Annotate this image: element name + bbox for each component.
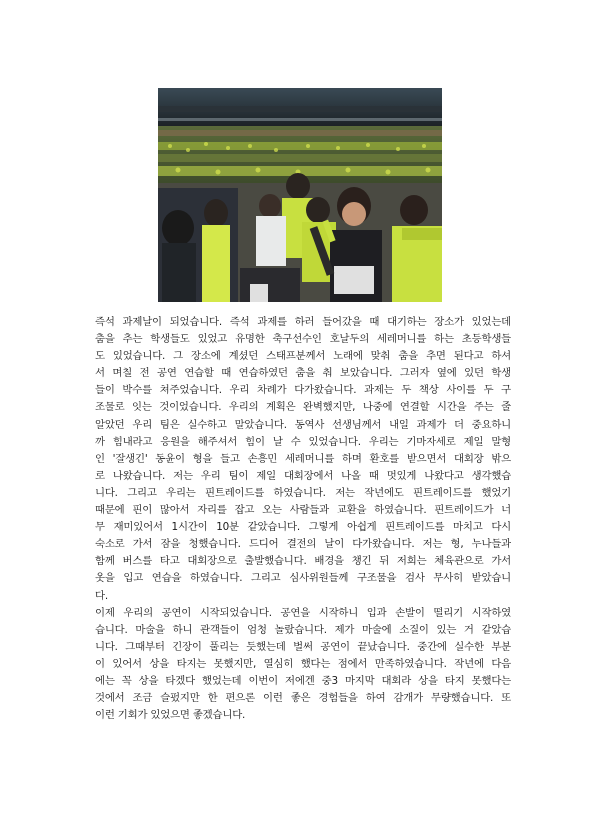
text-line: 니다. 그리고 우리는 핀트레이드를 하였습니다. 저는 작년에도 핀트레이드를 했었기 (95, 486, 511, 499)
text-line: 인 '잘생긴' 동윤이 형을 들고 손흥민 세레머니를 하며 환호를 받으면서 대회장 밖으 (95, 452, 511, 465)
essay-text (95, 314, 511, 724)
text-line: 들이 박수를 쳐주었습니다. 우리 차례가 다가왔습니다. 과제는 두 책상 사이를 두 구 (95, 384, 511, 397)
text-line: 즉석 과제날이 되었습니다. 즉석 과제를 하러 들어갔을 때 대기하는 장소가 있었는데 (95, 316, 511, 328)
text-line: 때문에 핀이 많아서 자리를 잡고 오는 사람들과 교환을 하였습니다. 핀트레이드가 너 (95, 504, 511, 517)
text-line: 서 며칠 전 공연 연습할 때 연습하였던 춤을 춰 보았습니다. 그러자 옆에 있던 학생 (95, 367, 511, 380)
text-line: 무 재미있어서 1시간이 10분 같았습니다. 그렇게 아쉽게 핀트레이드를 마치고 다시 (95, 521, 511, 534)
text-line: 로 나왔습니다. 저는 우리 팀이 제일 대회장에서 나올 때 멋있게 나왔다고 생각했습 (95, 469, 511, 482)
text-line: 알았던 우리 팀은 실수하고 말았습니다. 동역사 선생님께서 내일 과제가 더 중요하니 (95, 418, 511, 431)
text-line: 까 힘내라고 응원을 해주셔서 힘이 날 수 있었습니다. 우리는 기마자세로 제일 말형 (95, 435, 511, 448)
text-line: 에는 꼭 상을 타겠다 했었는데 이번이 저에겐 중3 마지막 대회라 상을 타지 못했다는 (95, 674, 511, 687)
text-line: 이런 기회가 있었으면 좋겠습니다. (95, 709, 246, 722)
text-line: 숙소로 가서 잠을 청했습니다. 드디어 결전의 날이 다가왔습니다. 저는 형, 누나들과 (95, 538, 511, 551)
crowd-photo (158, 88, 442, 302)
text-line: 다. (95, 589, 108, 602)
text-line: 이 있어서 상을 타지는 못했지만, 열심히 했다는 점에서 만족하였습니다. 작년에 다음 (95, 657, 511, 670)
crowd-photo-image (158, 88, 442, 302)
text-line: 함께 버스를 타고 대회장으로 출발했습니다. 배경을 챙긴 뒤 저희는 체육관으로 가서 (95, 555, 511, 568)
text-line: 도 있었습니다. 그 장소에 계셨던 스태프분께서 노래에 맞춰 춤을 추면 된다고 하셔 (95, 350, 511, 363)
text-line: 이제 우리의 공연이 시작되었습니다. 공연을 시작하니 입과 손발이 떨리기 시작하였 (95, 606, 511, 619)
paragraph-2 (95, 605, 511, 725)
text-line: 조물로 잇는 것이었습니다. 우리의 계획은 완벽했지만, 나중에 연결할 시간을 주는 줄 (95, 401, 511, 414)
text-line: 옷을 입고 연습을 하였습니다. 그리고 심사위원들께 구조물을 검사 무사히 받았습니 (95, 572, 511, 585)
text-line: 춤을 추는 학생들도 있었고 유명한 축구선수인 호날두의 세레머니를 하는 초등학생들 (95, 333, 511, 346)
paragraph-1 (95, 314, 511, 605)
text-line: 습니다. 마술을 하니 관객들이 엄청 놀랐습니다. 제가 마술에 소질이 있는 거 같았습 (95, 623, 511, 636)
text-line: 니다. 그때부터 긴장이 풀리는 듯했는데 벌써 공연이 끝났습니다. 중간에 실수한 부분 (95, 640, 511, 653)
text-line: 것에서 조금 슬펐지만 한 편으론 이런 좋은 경험들을 하여 감개가 무량했습니다. 또 (95, 692, 511, 705)
